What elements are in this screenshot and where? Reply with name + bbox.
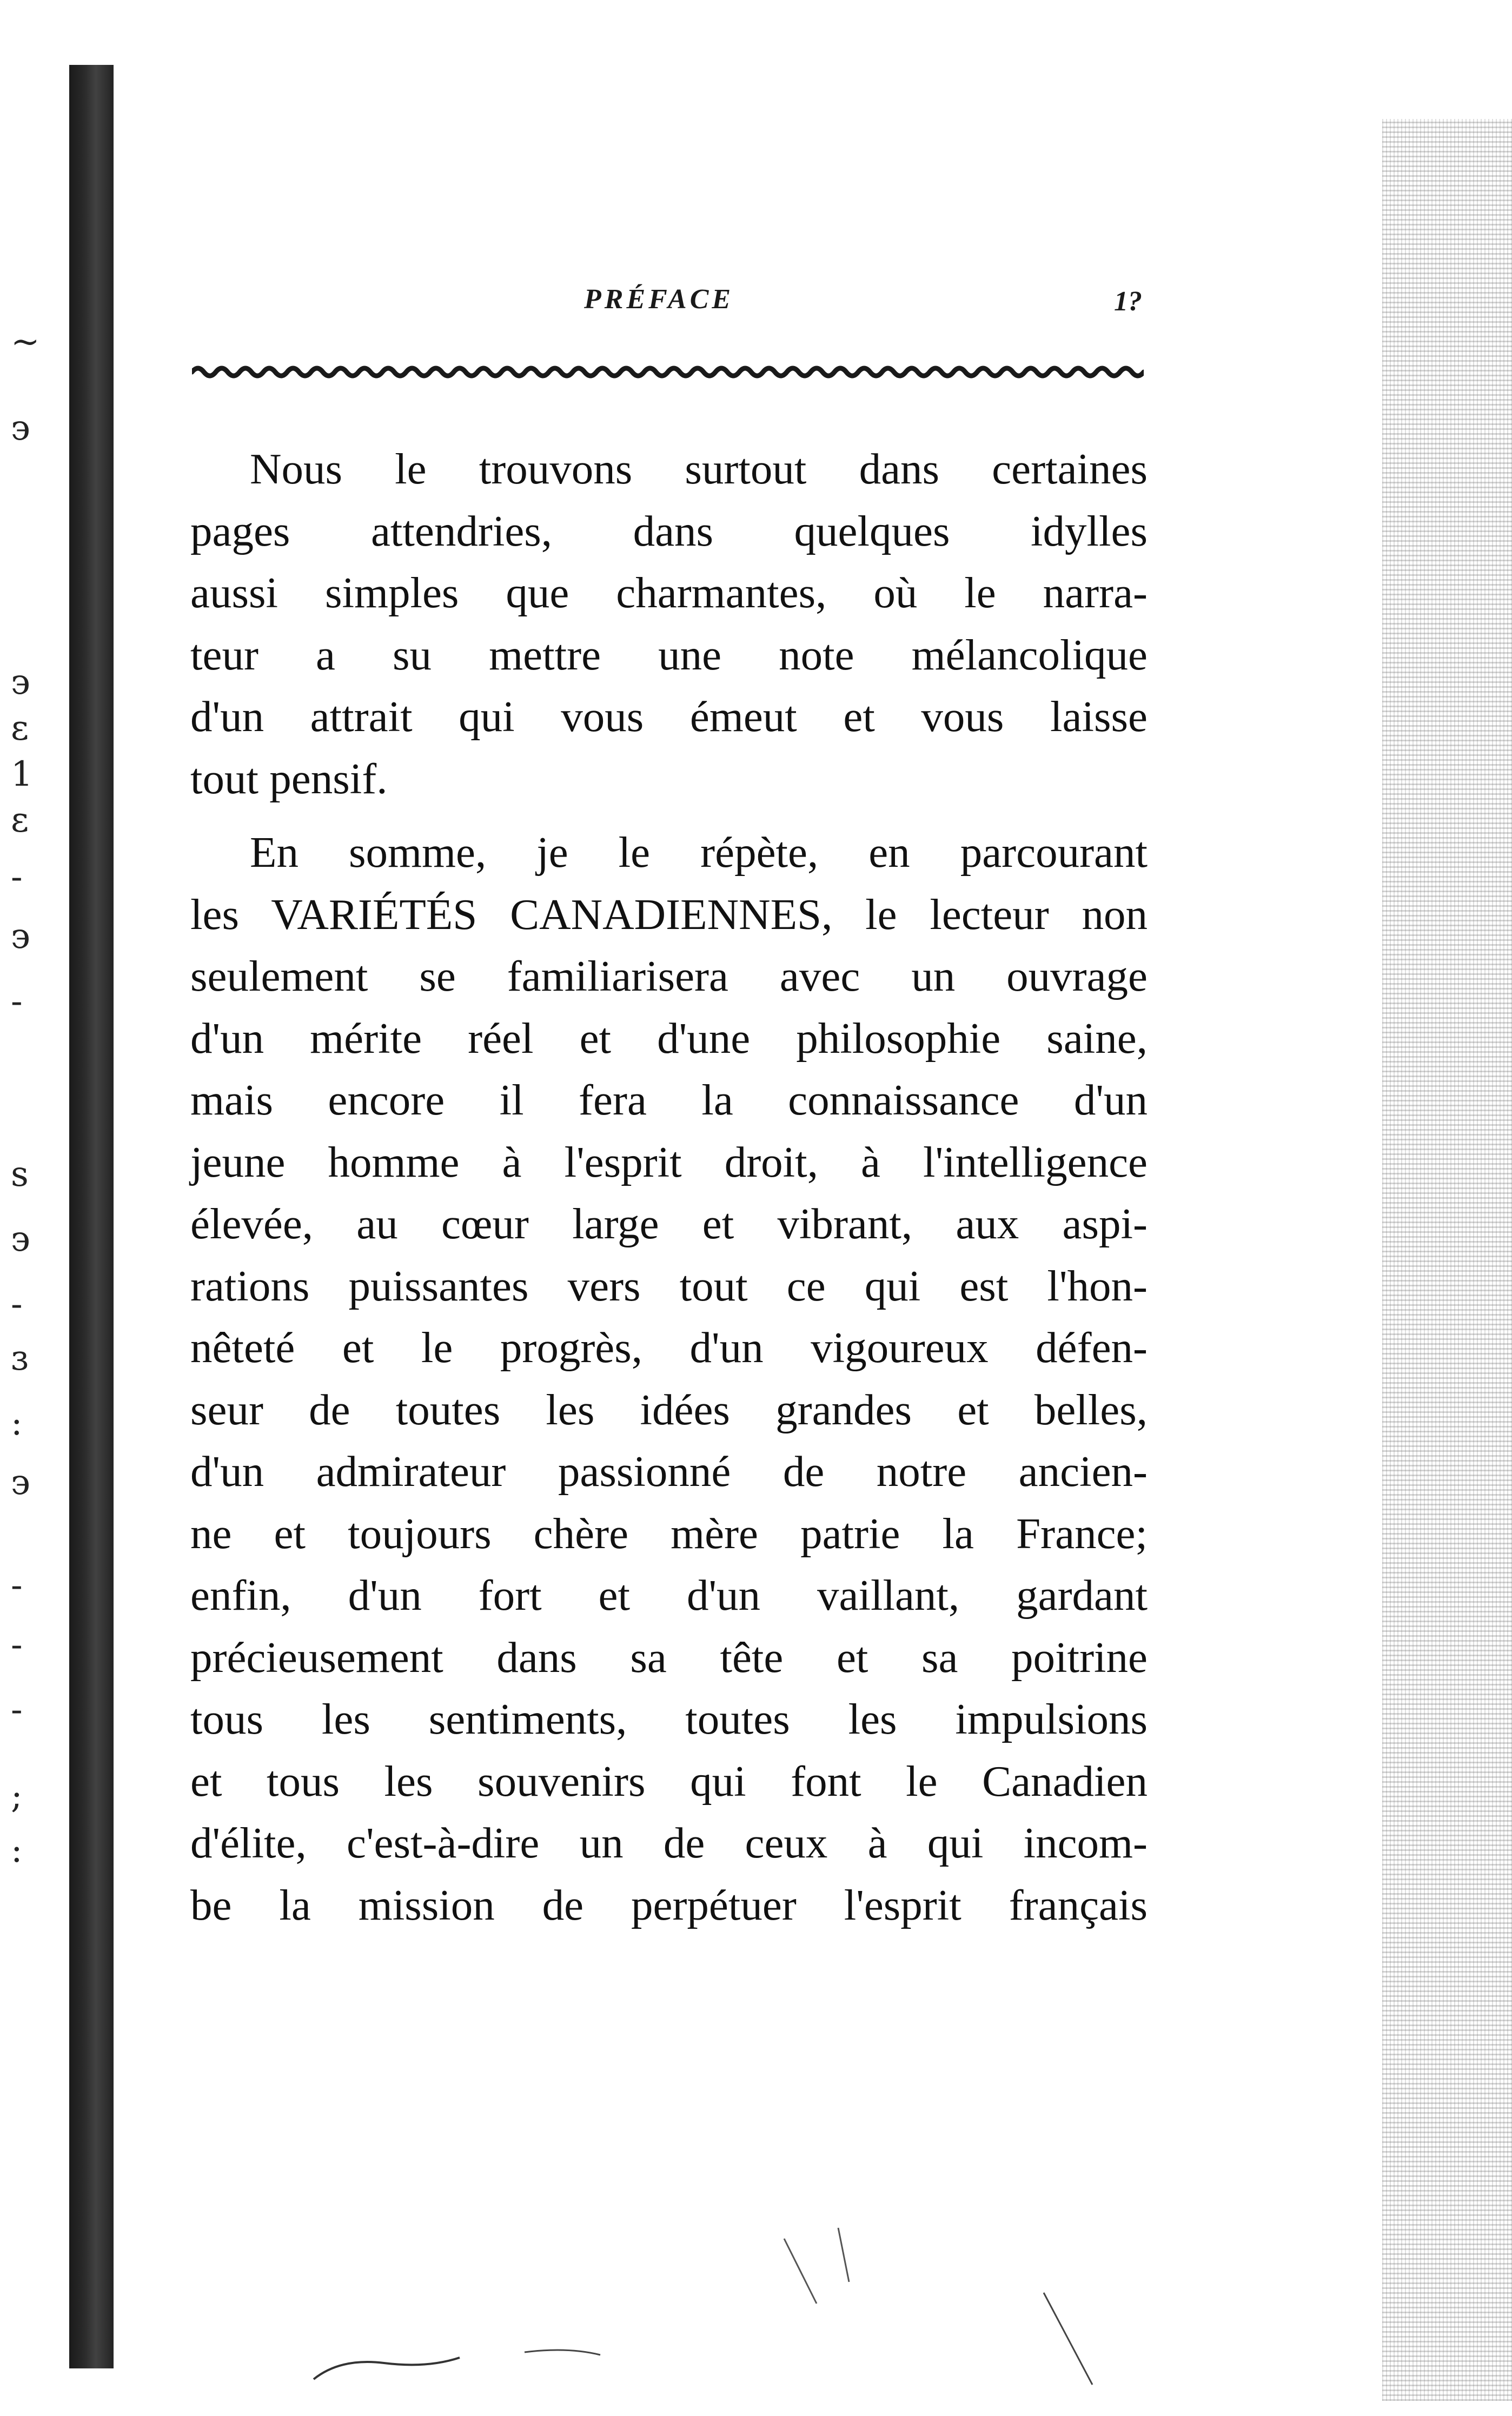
text-line: précieusement dans sa tête et sa poitrine — [190, 1632, 1148, 1682]
ornamental-rule — [192, 362, 1144, 382]
margin-mark: - — [11, 981, 23, 1021]
text-line: Nous le trouvons surtout dans certaines — [250, 444, 1148, 493]
text-line: ne et toujours chère mère patrie la France; — [190, 1509, 1148, 1558]
margin-mark: э — [11, 917, 30, 957]
margin-mark: - — [11, 1565, 23, 1605]
text-line: teur a su mettre une note mélancolique — [190, 630, 1148, 679]
text-line: tout pensif. — [190, 754, 388, 803]
margin-mark: э — [11, 662, 30, 702]
text-line: seur de toutes les idées grandes et belles, — [190, 1385, 1148, 1434]
binding-shadow — [69, 65, 114, 2368]
text-line: élevée, au cœur large et vibrant, aux aspi- — [190, 1199, 1148, 1248]
text-line: nêteté et le progrès, d'un vigoureux défen- — [190, 1323, 1148, 1372]
text-line: enfin, d'un fort et d'un vaillant, gardant — [190, 1571, 1148, 1619]
margin-mark: 1 — [11, 754, 33, 794]
margin-mark: s — [11, 1154, 29, 1194]
running-head: PRÉFACE — [584, 284, 734, 315]
margin-mark: - — [11, 1284, 23, 1324]
paragraph-gap — [190, 809, 1148, 821]
text-line: d'un admirateur passionné de notre ancien- — [190, 1447, 1148, 1496]
margin-mark: - — [11, 1625, 23, 1665]
stray-scan-marks — [297, 2217, 1217, 2390]
scan-edge-noise — [1382, 119, 1512, 2401]
margin-mark: ~ — [11, 322, 40, 362]
margin-mark: - — [11, 857, 23, 897]
margin-mark: : — [11, 1830, 23, 1870]
text-line: pages attendries, dans quelques idylles — [190, 506, 1148, 555]
margin-mark: ɛ — [11, 800, 29, 840]
left-margin-marks — [4, 322, 40, 1947]
paragraph — [190, 821, 1148, 1936]
text-line: et tous les souvenirs qui font le Canadien — [190, 1756, 1148, 1806]
text-line: d'un attrait qui vous émeut et vous laisse — [190, 692, 1148, 741]
margin-mark: э — [11, 408, 30, 448]
margin-mark: - — [11, 1690, 23, 1730]
text-line: d'un mérite réel et d'une philosophie saine, — [190, 1013, 1148, 1063]
margin-mark: ; — [11, 1776, 23, 1816]
margin-mark: : — [11, 1403, 23, 1443]
text-line: be la mission de perpétuer l'esprit français — [190, 1880, 1148, 1929]
text-line: En somme, je le répète, en parcourant — [250, 828, 1148, 877]
paragraph — [190, 438, 1148, 809]
text-line: les VARIÉTÉS CANADIENNES, le lecteur non — [190, 890, 1148, 939]
margin-mark: ɜ — [11, 1338, 29, 1378]
margin-mark: э — [11, 1219, 30, 1259]
page-number: 1? — [1114, 286, 1142, 317]
text-line: jeune homme à l'esprit droit, à l'intelligence — [190, 1137, 1148, 1186]
text-line: rations puissantes vers tout ce qui est l'hon- — [190, 1261, 1148, 1310]
margin-mark: ɛ — [11, 708, 29, 748]
text-line: aussi simples que charmantes, où le narra- — [190, 568, 1148, 617]
body-text — [190, 438, 1148, 1936]
margin-mark: э — [11, 1463, 30, 1503]
text-line: seulement se familiarisera avec un ouvrage — [190, 952, 1148, 1000]
text-line: d'élite, c'est-à-dire un de ceux à qui incom- — [190, 1818, 1148, 1867]
text-line: mais encore il fera la connaissance d'un — [190, 1076, 1148, 1124]
text-line: tous les sentiments, toutes les impulsions — [190, 1695, 1148, 1743]
